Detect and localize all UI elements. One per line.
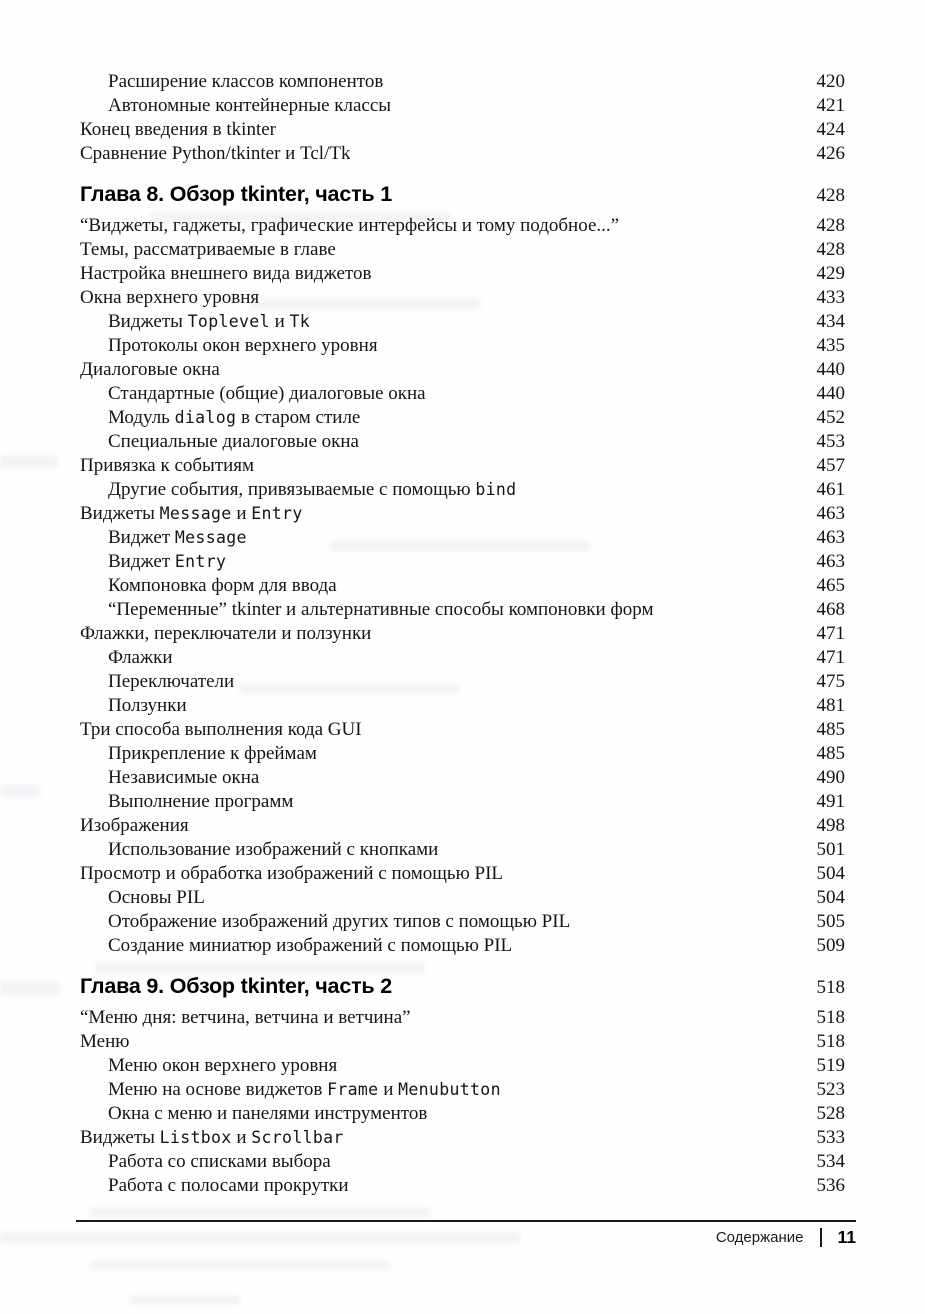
title-text: и [269, 311, 290, 332]
toc-entry-page-number: 428 [816, 239, 845, 260]
title-text: Настройка внешнего вида виджетов [80, 263, 372, 284]
toc-entry-page-number: 536 [816, 1175, 845, 1196]
title-text: Меню окон верхнего уровня [108, 1055, 338, 1076]
toc-entry [80, 694, 845, 718]
code-term: bind [475, 480, 517, 499]
toc-entry-page-number: 463 [816, 503, 845, 524]
toc-entry [80, 646, 845, 670]
toc-entry-title [80, 790, 293, 814]
toc-entry-title [80, 286, 259, 310]
toc-entry-title [80, 310, 310, 334]
scan-bleed-artifact [90, 1207, 430, 1218]
toc-entry [80, 214, 845, 238]
toc-entry [80, 142, 845, 166]
title-text: Расширение классов компонентов [108, 71, 384, 92]
toc-chapter-heading [80, 970, 845, 1002]
toc-entry-page-number: 491 [816, 791, 845, 812]
toc-entry-title [80, 1054, 337, 1078]
toc-entry [80, 1054, 845, 1078]
title-text: Работа со списками выбора [108, 1151, 331, 1172]
toc-entry-title [80, 670, 234, 694]
toc-entry-page-number: 424 [816, 119, 845, 140]
toc-entry-page-number: 504 [816, 887, 845, 908]
toc-entry-title [80, 1150, 331, 1174]
toc-entry [80, 1150, 845, 1174]
title-text: Прикрепление к фреймам [108, 743, 317, 764]
toc-entry-title [80, 142, 350, 166]
toc-entry-page-number: 457 [816, 455, 845, 476]
toc-entry [80, 382, 845, 406]
toc-entry-title [80, 862, 503, 886]
title-text: Виджеты [80, 1127, 160, 1148]
toc-entry [80, 454, 845, 478]
toc-entry [80, 478, 845, 502]
toc-entry [80, 1126, 845, 1150]
toc-entry [80, 718, 845, 742]
toc-entry-page-number: 485 [816, 743, 845, 764]
toc-entry [80, 934, 845, 958]
title-text: Независимые окна [108, 767, 260, 788]
title-text: Основы PIL [108, 887, 205, 908]
toc-entry-title [80, 742, 317, 766]
toc-entry [80, 118, 845, 142]
footer-divider [76, 1220, 856, 1222]
toc-chapter-heading [80, 178, 845, 210]
toc-entry-page-number: 465 [816, 575, 845, 596]
title-text: Виджеты [108, 311, 188, 332]
scan-bleed-artifact [0, 455, 58, 468]
toc-entry [80, 430, 845, 454]
toc-entry-title [80, 646, 173, 670]
toc-entry-page-number: 533 [816, 1127, 845, 1148]
code-term: Frame [327, 1080, 379, 1099]
toc-entry [80, 886, 845, 910]
footer-section-label: Содержание [715, 1229, 804, 1246]
toc-entry-page-number: 501 [816, 839, 845, 860]
toc-entry-page-number: 509 [816, 935, 845, 956]
toc-entry-page-number: 518 [816, 977, 845, 998]
toc-entry [80, 262, 845, 286]
footer-page-number: 11 [837, 1227, 856, 1247]
title-text: Виджет [108, 527, 175, 548]
toc-entry-page-number: 463 [816, 551, 845, 572]
table-of-contents [80, 70, 845, 1198]
title-text: и [231, 1127, 252, 1148]
toc-entry [80, 334, 845, 358]
toc-entry-title [80, 358, 220, 382]
title-text: Виджеты [80, 503, 160, 524]
toc-entry-title [80, 1030, 129, 1054]
footer-separator [820, 1228, 822, 1247]
toc-entry-title [80, 214, 619, 238]
title-text: Темы, рассматриваемые в главе [80, 239, 336, 260]
title-text: Использование изображений с кнопками [108, 839, 439, 860]
title-text: “Виджеты, гаджеты, графические интерфейсы и тому подобное...” [80, 215, 620, 236]
toc-entry-title [80, 478, 516, 502]
title-text: Модуль [108, 407, 175, 428]
toc-chapter-title [80, 970, 392, 1002]
toc-entry-page-number: 490 [816, 767, 845, 788]
title-text: Флажки [108, 647, 173, 668]
toc-entry [80, 238, 845, 262]
toc-entry [80, 574, 845, 598]
toc-entry-title [80, 934, 512, 958]
toc-entry-page-number: 434 [816, 311, 845, 332]
title-text: Переключатели [108, 671, 235, 692]
title-text: Автономные контейнерные классы [108, 95, 392, 116]
toc-entry-page-number: 523 [816, 1079, 845, 1100]
title-text: Три способа выполнения кода GUI [80, 719, 362, 740]
toc-entry-page-number: 498 [816, 815, 845, 836]
toc-entry [80, 790, 845, 814]
title-text: “Меню дня: ветчина, ветчина и ветчина” [80, 1007, 411, 1028]
toc-entry-title [80, 526, 247, 550]
toc-entry-page-number: 428 [816, 215, 845, 236]
toc-entry-title [80, 406, 360, 430]
toc-entry [80, 838, 845, 862]
toc-entry [80, 1078, 845, 1102]
toc-entry [80, 814, 845, 838]
toc-entry [80, 358, 845, 382]
toc-entry [80, 598, 845, 622]
toc-entry-page-number: 505 [816, 911, 845, 932]
code-term: Message [174, 528, 247, 547]
toc-chapter-title [80, 178, 392, 210]
toc-entry-title [80, 910, 570, 934]
toc-entry-page-number: 452 [816, 407, 845, 428]
title-text: и [378, 1079, 399, 1100]
title-text: Диалоговые окна [80, 359, 220, 380]
toc-entry-title [80, 718, 362, 742]
title-text: Отображение изображений других типов с помощью PIL [108, 911, 571, 932]
toc-entry-title [80, 838, 438, 862]
toc-entry-page-number: 435 [816, 335, 845, 356]
title-text: Привязка к событиям [80, 455, 255, 476]
title-text: Меню на основе виджетов [108, 1079, 328, 1100]
toc-entry [80, 1102, 845, 1126]
code-term: Entry [251, 504, 303, 523]
title-text: Ползунки [108, 695, 187, 716]
toc-entry [80, 742, 845, 766]
toc-entry-title [80, 814, 189, 838]
title-text: Глава 8. Обзор tkinter, часть 1 [80, 182, 392, 206]
toc-entry [80, 526, 845, 550]
title-text: Выполнение программ [108, 791, 294, 812]
toc-entry [80, 1006, 845, 1030]
toc-entry [80, 406, 845, 430]
scan-bleed-artifact [0, 982, 60, 995]
toc-entry-page-number: 440 [816, 359, 845, 380]
toc-entry [80, 310, 845, 334]
code-term: Toplevel [187, 312, 270, 331]
toc-entry-title [80, 598, 654, 622]
toc-entry-page-number: 421 [816, 95, 845, 116]
toc-entry-title [80, 550, 226, 574]
title-text: Просмотр и обработка изображений с помощью PIL [80, 863, 504, 884]
scan-bleed-artifact [130, 1295, 240, 1305]
toc-entry-page-number: 519 [816, 1055, 845, 1076]
toc-entry-title [80, 70, 383, 94]
toc-entry-page-number: 534 [816, 1151, 845, 1172]
toc-entry-page-number: 475 [816, 671, 845, 692]
toc-entry-page-number: 429 [816, 263, 845, 284]
toc-entry-page-number: 528 [816, 1103, 845, 1124]
toc-entry-page-number: 461 [816, 479, 845, 500]
toc-entry [80, 1030, 845, 1054]
title-text: “Переменные” tkinter и альтернативные способы компоновки форм [108, 599, 654, 620]
scan-bleed-artifact [90, 1260, 390, 1270]
toc-entry-page-number: 485 [816, 719, 845, 740]
title-text: и [231, 503, 252, 524]
toc-entry-title [80, 694, 187, 718]
code-term: dialog [174, 408, 237, 427]
toc-entry-title [80, 1102, 427, 1126]
toc-entry-title [80, 94, 391, 118]
code-term: Menubutton [398, 1080, 501, 1099]
toc-entry-page-number: 481 [816, 695, 845, 716]
title-text: Меню [80, 1031, 130, 1052]
toc-entry-title [80, 502, 303, 526]
toc-entry-page-number: 440 [816, 383, 845, 404]
toc-entry [80, 502, 845, 526]
toc-entry-title [80, 118, 276, 142]
page-footer [76, 1220, 856, 1248]
title-text: Работа с полосами прокрутки [108, 1175, 349, 1196]
toc-entry-title [80, 262, 371, 286]
toc-entry-title [80, 886, 205, 910]
title-text: Флажки, переключатели и ползунки [80, 623, 372, 644]
title-text: Глава 9. Обзор tkinter, часть 2 [80, 974, 392, 998]
toc-entry-page-number: 463 [816, 527, 845, 548]
code-term: Listbox [159, 1128, 232, 1147]
toc-entry-title [80, 1006, 411, 1030]
toc-entry [80, 94, 845, 118]
toc-entry-title [80, 1174, 349, 1198]
toc-entry-title [80, 622, 371, 646]
toc-entry [80, 286, 845, 310]
code-term: Tk [289, 312, 311, 331]
title-text: Протоколы окон верхнего уровня [108, 335, 378, 356]
toc-entry-title [80, 382, 426, 406]
toc-entry-page-number: 428 [816, 185, 845, 206]
code-term: Message [159, 504, 232, 523]
toc-entry [80, 862, 845, 886]
toc-entry [80, 550, 845, 574]
code-term: Entry [174, 552, 227, 571]
toc-entry [80, 70, 845, 94]
toc-entry-page-number: 504 [816, 863, 845, 884]
title-text: Создание миниатюр изображений с помощью PIL [108, 935, 513, 956]
title-text: Стандартные (общие) диалоговые окна [108, 383, 426, 404]
toc-entry-title [80, 574, 337, 598]
toc-entry-title [80, 454, 254, 478]
title-text: Другие события, привязываемые с помощью [108, 479, 476, 500]
title-text: Окна верхнего уровня [80, 287, 260, 308]
title-text: Сравнение Python/tkinter и Tcl/Tk [80, 143, 351, 164]
title-text: в старом стиле [236, 407, 361, 428]
toc-entry-title [80, 238, 336, 262]
title-text: Компоновка форм для ввода [108, 575, 337, 596]
title-text: Специальные диалоговые окна [108, 431, 359, 452]
toc-entry [80, 910, 845, 934]
toc-entry-page-number: 433 [816, 287, 845, 308]
toc-entry-title [80, 766, 259, 790]
toc-entry [80, 1174, 845, 1198]
toc-entry [80, 766, 845, 790]
toc-entry-title [80, 334, 378, 358]
toc-entry-title [80, 1126, 344, 1150]
toc-entry-page-number: 468 [816, 599, 845, 620]
toc-entry [80, 670, 845, 694]
toc-entry-title [80, 430, 359, 454]
code-term: Scrollbar [251, 1128, 344, 1147]
toc-entry-title [80, 1078, 501, 1102]
scan-bleed-artifact [0, 785, 40, 797]
title-text: Изображения [80, 815, 189, 836]
toc-entry-page-number: 518 [816, 1031, 845, 1052]
toc-entry-page-number: 420 [816, 71, 845, 92]
title-text: Окна с меню и панелями инструментов [108, 1103, 428, 1124]
toc-entry-page-number: 471 [816, 647, 845, 668]
toc-entry-page-number: 518 [816, 1007, 845, 1028]
toc-entry-page-number: 426 [816, 143, 845, 164]
toc-entry [80, 622, 845, 646]
title-text: Конец введения в tkinter [80, 119, 277, 140]
toc-entry-page-number: 471 [816, 623, 845, 644]
toc-entry-page-number: 453 [816, 431, 845, 452]
title-text: Виджет [108, 551, 175, 572]
